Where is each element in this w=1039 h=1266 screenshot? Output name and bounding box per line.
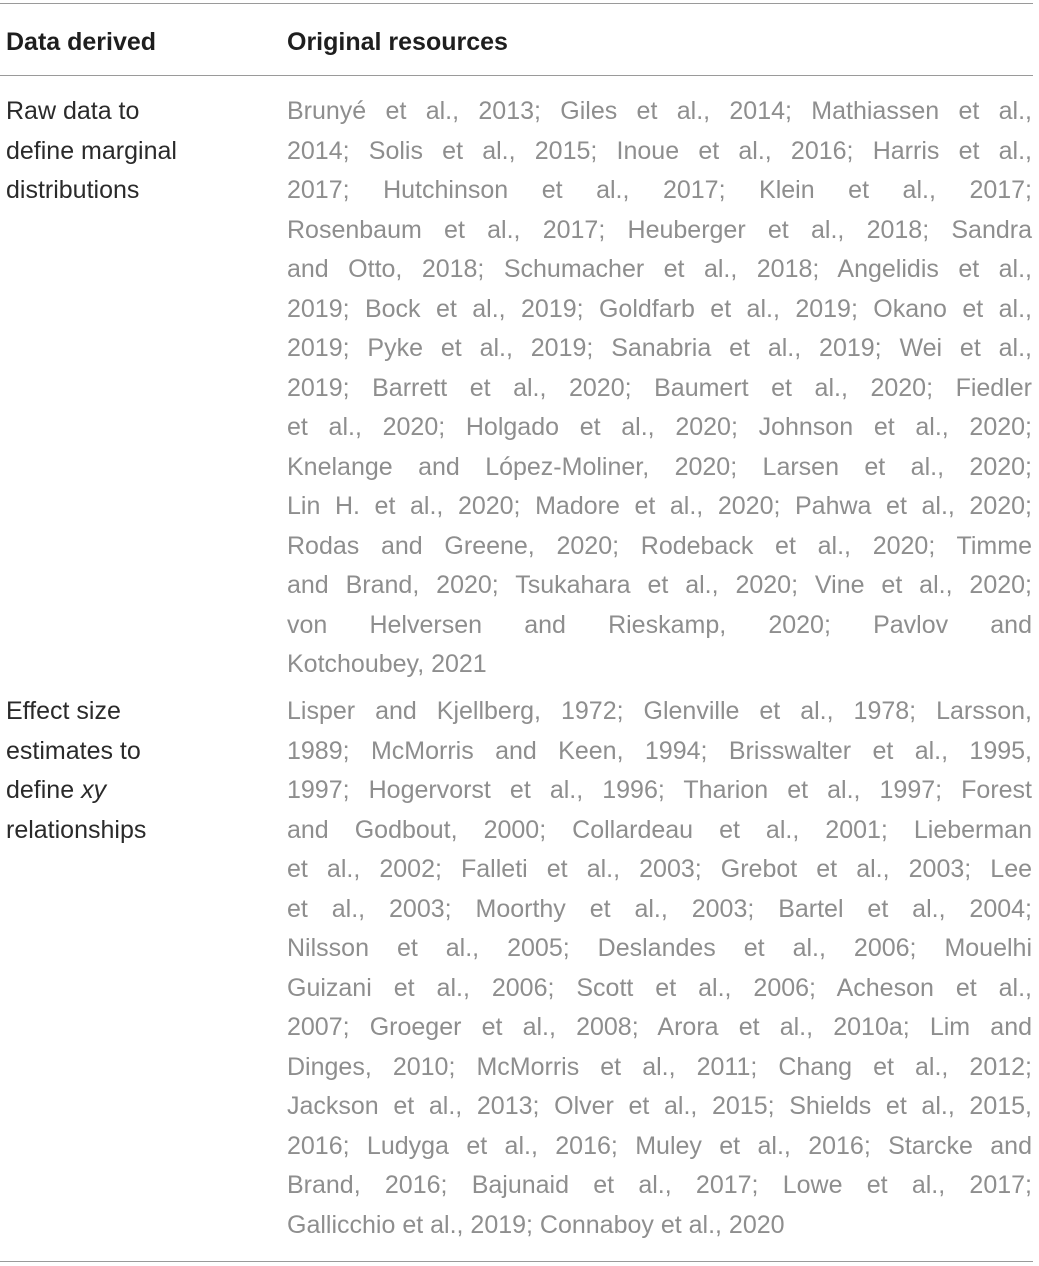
reference-line: Gallicchio et al., 2019; Connaboy et al., 2020: [287, 1210, 785, 1239]
reference-line: and Otto, 2018; Schumacher et al., 2018; Angelidis et al.,: [287, 255, 1032, 283]
row-label-line: distributions: [6, 176, 140, 204]
reference-line: 2019; Barrett et al., 2020; Baumert et al., 2020; Fiedler: [287, 373, 1032, 402]
reference-line: 2019; Bock et al., 2019; Goldfarb et al., 2019; Okano et al.,: [287, 294, 1032, 323]
reference-line: Brunyé et al., 2013; Giles et al., 2014; Mathiassen et al.,: [287, 97, 1032, 125]
row-label-line: Effect size: [6, 697, 121, 725]
row-label-effect-size: [6, 692, 268, 850]
reference-line: et al., 2020; Holgado et al., 2020; Johnson et al., 2020;: [287, 413, 1032, 441]
column-header-original-resources: Original resources: [287, 28, 508, 56]
reference-line: 1989; McMorris and Keen, 1994; Brisswalter et al., 1995,: [287, 736, 1032, 765]
reference-line: 2017; Hutchinson et al., 2017; Klein et al., 2017;: [287, 176, 1032, 204]
reference-line: and Godbout, 2000; Collardeau et al., 2001; Lieberman: [287, 815, 1032, 844]
reference-line: Guizani et al., 2006; Scott et al., 2006; Acheson et al.,: [287, 973, 1032, 1002]
row-label-line: [6, 771, 268, 811]
reference-line: 2016; Ludyga et al., 2016; Muley et al., 2016; Starcke and: [287, 1131, 1032, 1160]
reference-line: 1997; Hogervorst et al., 1996; Tharion et al., 1997; Forest: [287, 776, 1032, 804]
table-header-row: [0, 22, 1033, 62]
row-label-line: Raw data to: [6, 97, 140, 125]
row-label-line: define marginal: [6, 136, 177, 165]
reference-line: 2019; Pyke et al., 2019; Sanabria et al., 2019; Wei et al.,: [287, 334, 1032, 362]
reference-line: and Brand, 2020; Tsukahara et al., 2020; Vine et al., 2020;: [287, 571, 1032, 599]
reference-line: 2014; Solis et al., 2015; Inoue et al., 2016; Harris et al.,: [287, 136, 1032, 165]
reference-line: Knelange and López-Moliner, 2020; Larsen et al., 2020;: [287, 452, 1032, 481]
reference-line: 2007; Groeger et al., 2008; Arora et al., 2010a; Lim and: [287, 1013, 1032, 1041]
row-label-raw-data: [6, 92, 268, 211]
reference-line: et al., 2002; Falleti et al., 2003; Grebot et al., 2003; Lee: [287, 855, 1032, 883]
reference-line: et al., 2003; Moorthy et al., 2003; Bartel et al., 2004;: [287, 894, 1032, 923]
row-label-line: relationships: [6, 815, 147, 844]
reference-line: Lisper and Kjellberg, 1972; Glenville et al., 1978; Larsson,: [287, 697, 1032, 725]
reference-line: Jackson et al., 2013; Olver et al., 2015; Shields et al., 2015,: [287, 1092, 1032, 1120]
reference-line: Rodas and Greene, 2020; Rodeback et al., 2020; Timme: [287, 531, 1032, 560]
row-label-line: estimates to: [6, 736, 141, 765]
reference-line: von Helversen and Rieskamp, 2020; Pavlov and: [287, 610, 1032, 639]
table-top-rule: [0, 3, 1033, 4]
reference-line: Kotchoubey, 2021: [287, 650, 487, 678]
reference-line: Lin H. et al., 2020; Madore et al., 2020; Pahwa et al., 2020;: [287, 492, 1032, 520]
reference-line: Nilsson et al., 2005; Deslandes et al., 2006; Mouelhi: [287, 934, 1032, 962]
row-label-italic-xy: xy: [81, 776, 107, 804]
row-references-effect-size: [287, 692, 1037, 1245]
reference-line: Dinges, 2010; McMorris et al., 2011; Chang et al., 2012;: [287, 1052, 1032, 1081]
row-label-text: define: [6, 776, 82, 804]
reference-line: Rosenbaum et al., 2017; Heuberger et al., 2018; Sandra: [287, 215, 1032, 244]
table-header-rule: [0, 75, 1033, 76]
reference-line: Brand, 2016; Bajunaid et al., 2017; Lowe et al., 2017;: [287, 1171, 1032, 1199]
row-references-raw-data: [287, 92, 1037, 685]
column-header-data-derived: Data derived: [6, 28, 157, 56]
table-bottom-rule: [0, 1261, 1033, 1262]
